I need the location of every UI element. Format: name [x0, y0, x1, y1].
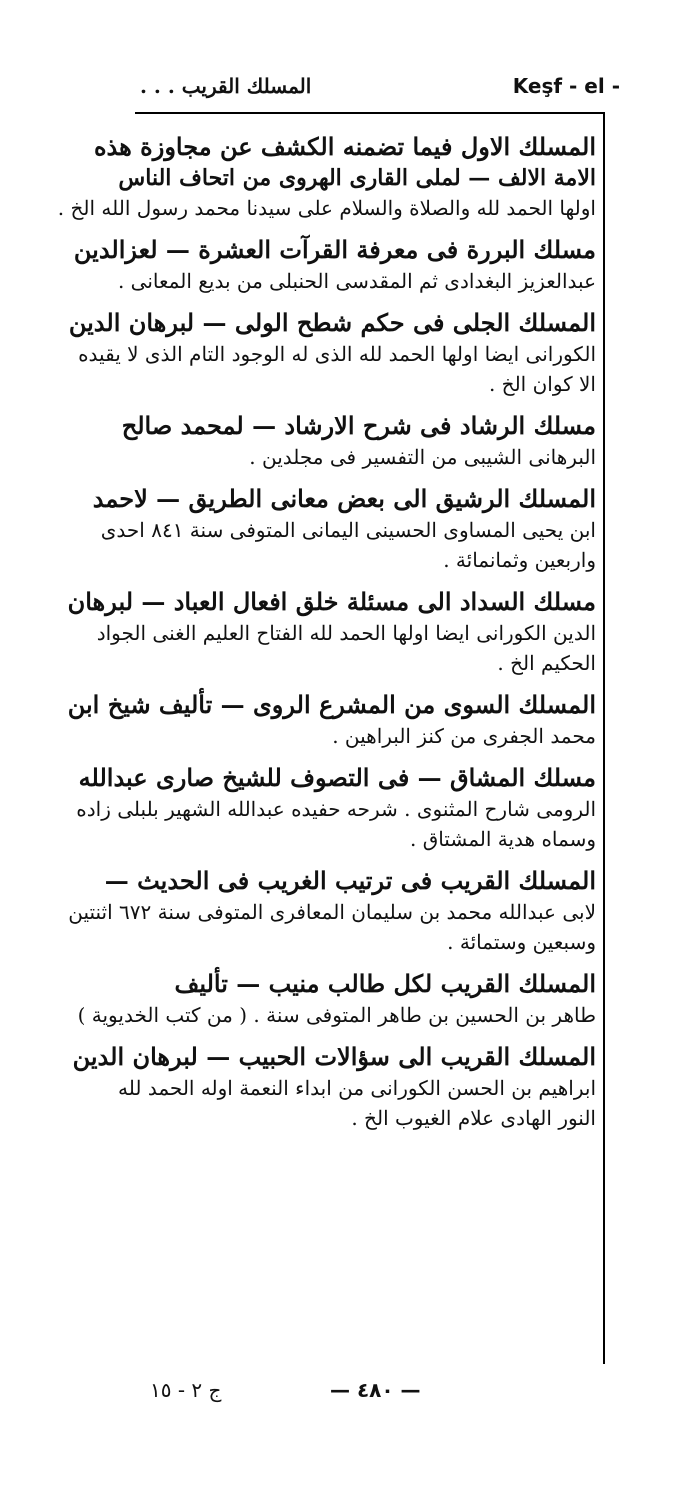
- entry-line: المسلك الرشيق الى بعض معانى الطريق — لاحمد: [92, 484, 596, 513]
- entry-line: الرومى شارح المثنوى . شرحه حفيده عبدالله الشهير بلبلى زاده: [76, 797, 596, 821]
- text-column: [57, 120, 596, 1133]
- entry-9: [68, 864, 596, 957]
- entry-line: مسلك البررة فى معرفة القرآت العشرة — لعزالدين: [73, 235, 596, 264]
- entry-line: واربعين وثمانمائة .: [443, 548, 596, 572]
- page-header: [130, 70, 620, 110]
- entry-line: المسلك القريب الى سؤالات الحبيب — لبرهان الدين: [72, 1042, 596, 1071]
- entry-line: مسلك المشاق — فى التصوف للشيخ صارى عبدالله: [78, 763, 596, 792]
- entry-1: [57, 130, 596, 223]
- entry-5: [92, 482, 596, 575]
- entry-10: [77, 967, 596, 1030]
- entry-line: عبدالعزيز البغدادى ثم المقدسى الحنبلى من بديع المعانى .: [117, 269, 596, 293]
- entry-7: [67, 688, 596, 751]
- entry-6: [67, 585, 596, 678]
- entry-line: طاهر بن الحسين بن طاهر المتوفى سنة . ( من كتب الخديوية ): [77, 1003, 596, 1027]
- book-code: Keşf - el -: [512, 74, 620, 98]
- entry-line: اولها الحمد لله والصلاة والسلام على سيدنا محمد رسول الله الخ .: [57, 196, 596, 220]
- entry-2: [73, 233, 596, 296]
- volume-signature: ج ٢ - ١٥: [150, 1378, 222, 1402]
- entry-line: الامة الالف — لملى القارى الهروى من اتحاف الناس: [118, 165, 596, 191]
- entry-line: المسلك الجلى فى حكم شطح الولى — لبرهان الدين: [68, 308, 596, 337]
- entry-line: الا كوان الخ .: [488, 372, 596, 396]
- entry-line: المسلك السوى من المشرع الروى — تأليف شيخ ابن: [67, 690, 596, 719]
- page-footer: [150, 1378, 450, 1418]
- entry-4: [121, 409, 596, 472]
- running-title: المسلك القريب . . .: [140, 74, 312, 98]
- entry-line: المسلك القريب لكل طالب منيب — تأليف: [174, 969, 596, 998]
- entry-3: [68, 306, 596, 399]
- entry-line: المسلك الاول فيما تضمنه الكشف عن مجاوزة هذه: [93, 132, 596, 161]
- entry-line: النور الهادى علام الغيوب الخ .: [351, 1106, 596, 1130]
- entry-line: محمد الجفرى من كنز البراهين .: [332, 724, 596, 748]
- entry-line: لابى عبدالله محمد بن سليمان المعافرى المتوفى سنة ٦٧٢ اثنتين: [68, 900, 596, 924]
- entry-line: الدين الكورانى ايضا اولها الحمد لله الفتاح العليم الغنى الجواد: [96, 621, 596, 645]
- margin-rule: [603, 112, 605, 1364]
- page-number: — ٤٨٠ —: [330, 1378, 421, 1402]
- entry-line: الحكيم الخ .: [497, 651, 596, 675]
- entry-line: ابراهيم بن الحسن الكورانى من ابداء النعمة اوله الحمد لله: [118, 1076, 596, 1100]
- entry-8: [76, 761, 596, 854]
- entry-line: وسبعين وستمائة .: [447, 930, 596, 954]
- entry-line: مسلك السداد الى مسئلة خلق افعال العباد — لبرهان: [67, 587, 596, 616]
- entry-line: ابن يحيى المساوى الحسينى اليمانى المتوفى سنة ٨٤١ احدى: [100, 518, 596, 542]
- entry-line: البرهانى الشيبى من التفسير فى مجلدين .: [249, 445, 596, 469]
- entry-line: المسلك القريب فى ترتيب الغريب فى الحديث —: [104, 866, 596, 895]
- entry-line: وسماه هدية المشتاق .: [409, 827, 596, 851]
- entry-line: مسلك الرشاد فى شرح الارشاد — لمحمد صالح: [121, 411, 596, 440]
- header-rule: [135, 112, 605, 114]
- entry-line: الكورانى ايضا اولها الحمد لله الذى له الوجود التام الذى لا يقيده: [78, 342, 596, 366]
- entry-11: [72, 1040, 596, 1133]
